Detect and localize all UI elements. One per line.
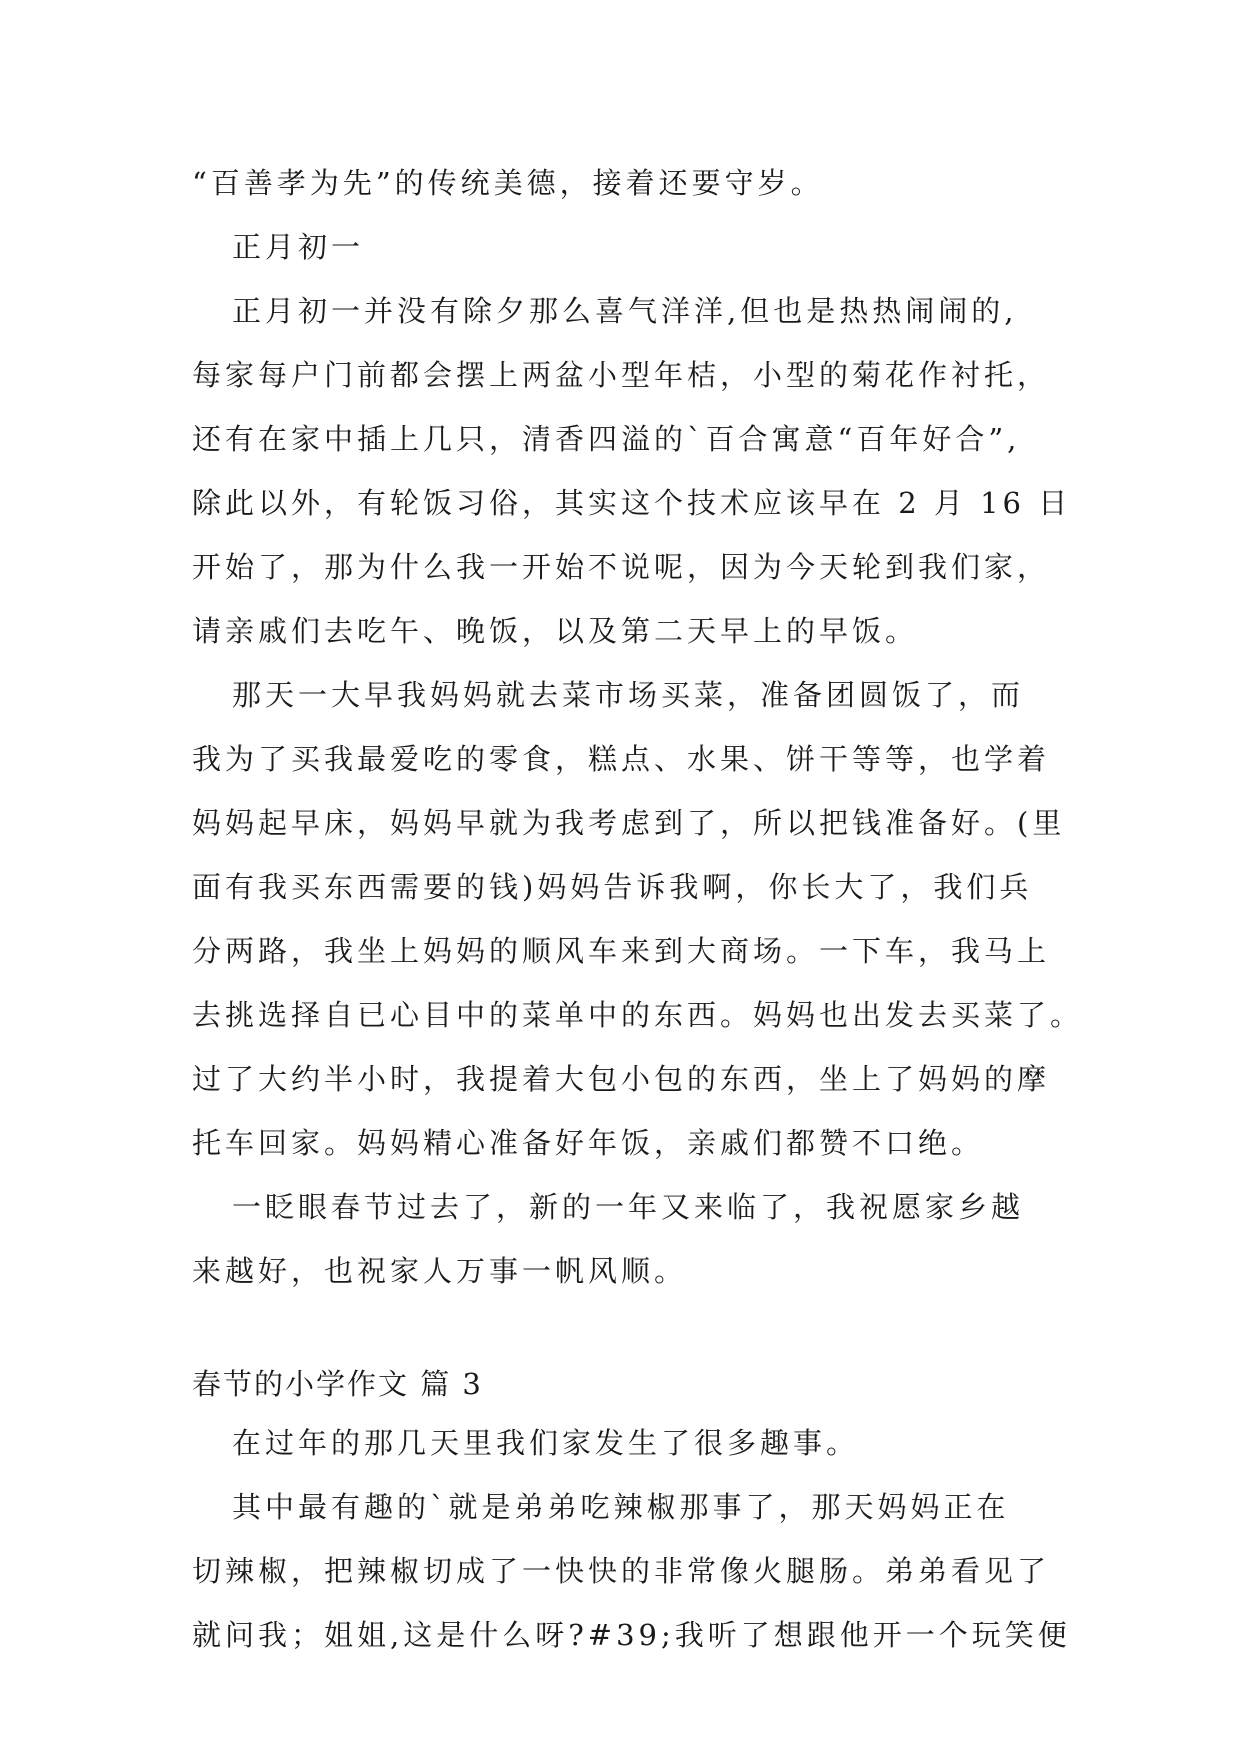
- text-line: 托车回家。妈妈精心准备好年饭，亲戚们都赞不口绝。: [192, 1126, 985, 1160]
- text-line: 请亲戚们去吃午、晚饭，以及第二天早上的早饭。: [192, 614, 919, 648]
- text-line: 分两路，我坐上妈妈的顺风车来到大商场。一下车，我马上: [192, 934, 1051, 968]
- text-line: 每家每户门前都会摆上两盆小型年桔，小型的菊花作衬托，: [192, 358, 1051, 392]
- text-line: 面有我买东西需要的钱)妈妈告诉我啊，你长大了，我们兵: [192, 870, 1033, 904]
- text-line: 切辣椒，把辣椒切成了一快快的非常像火腿肠。弟弟看见了: [192, 1554, 1051, 1588]
- text-line: 过了大约半小时，我提着大包小包的东西，坐上了妈妈的摩: [192, 1062, 1051, 1096]
- text-line: 那天一大早我妈妈就去菜市场买菜，准备团圆饭了，而: [232, 678, 1025, 712]
- text-line: 妈妈起早床，妈妈早就为我考虑到了，所以把钱准备好。(里: [192, 806, 1066, 840]
- text-line: 我为了买我最爱吃的零食，糕点、水果、饼干等等，也学着: [192, 742, 1051, 776]
- text-line: “百善孝为先”的传统美德，接着还要守岁。: [192, 166, 824, 200]
- text-line: 除此以外，有轮饭习俗，其实这个技术应该早在 2 月 16 日: [192, 486, 1072, 520]
- section-title: 正月初一: [232, 230, 365, 264]
- text-line: 开始了，那为什么我一开始不说呢，因为今天轮到我们家，: [192, 550, 1051, 584]
- text-line: 在过年的那几天里我们家发生了很多趣事。: [232, 1426, 860, 1460]
- text-line: 还有在家中插上几只，清香四溢的`百合寓意“百年好合”,: [192, 422, 1021, 456]
- section-heading: 春节的小学作文 篇 3: [192, 1367, 483, 1401]
- text-line: 正月初一并没有除夕那么喜气洋洋,但也是热热闹闹的,: [232, 294, 1018, 328]
- text-line: 去挑选择自已心目中的菜单中的东西。妈妈也出发去买菜了。: [192, 998, 1084, 1032]
- text-line: 来越好，也祝家人万事一帆风顺。: [192, 1254, 688, 1288]
- text-line: 其中最有趣的`就是弟弟吃辣椒那事了，那天妈妈正在: [232, 1490, 1010, 1524]
- text-line: 一眨眼春节过去了，新的一年又来临了，我祝愿家乡越: [232, 1190, 1025, 1224]
- text-line: 就问我；姐姐,这是什么呀?#39;我听了想跟他开一个玩笑便: [192, 1618, 1071, 1652]
